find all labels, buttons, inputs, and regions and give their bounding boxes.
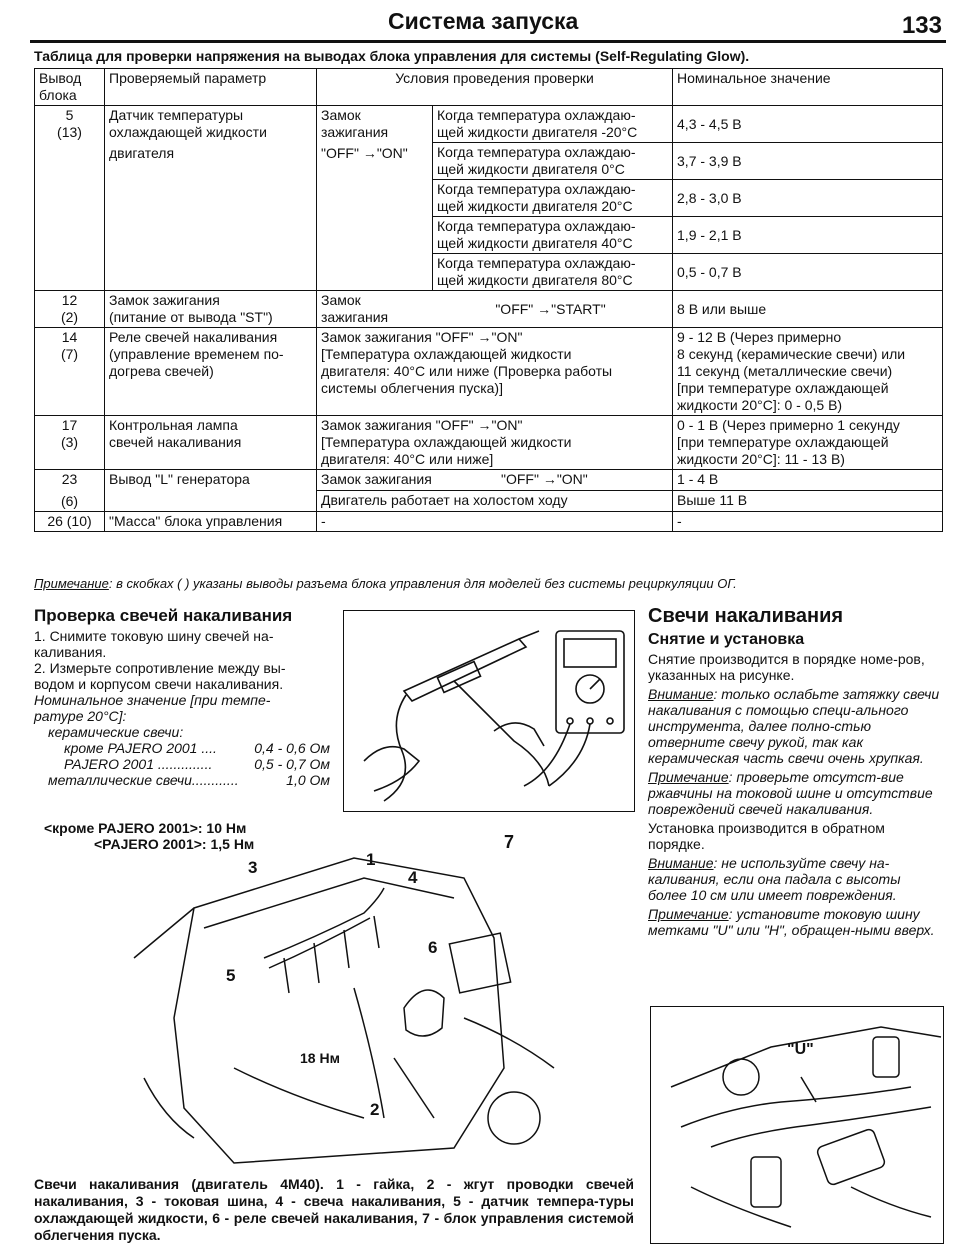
- table-header-row: [35, 69, 943, 106]
- terminal-cell: 26 (10): [35, 512, 105, 532]
- condition-cell: Замок зажигания "OFF" →"ON" [Температура охлаждающей жидкости двигателя: 40°C или ниже]: [317, 416, 673, 470]
- torque-label-standard: <кроме PAJERO 2001>: 10 Нм: [44, 820, 247, 836]
- header-conditions: Условия проведения проверки: [317, 69, 673, 106]
- parameter-cell: "Масса" блока управления: [105, 512, 317, 532]
- value-cell: -: [673, 512, 943, 532]
- condition-cell: Когда температура охлаждаю- щей жидкости двигателя -20°C: [433, 106, 673, 143]
- value-cell: 0 - 1 В (Через примерно 1 секунду [при температуре охлаждающей жидкости 20°C]: 11 - 13 В): [673, 416, 943, 470]
- callout-6: 6: [428, 938, 438, 957]
- engine-drawing: [34, 818, 634, 1172]
- condition-cell: -: [317, 512, 673, 532]
- table-row: [35, 416, 943, 470]
- parameter-cell: Датчик температуры охлаждающей жидкости двигателя: [105, 106, 317, 291]
- glow-plugs-section: Свечи накаливания Снятие и установка Снятие производится в порядке номе-ров, указанных на рисунке. Внимание: только ослабьте затяжку свечи накаливания с помощью специ-ального инструмента, далее полно-стью отверните свечу рукой, так как керамическая часть свечи очень хрупкая. Примечание: проверьте отсутст-вие ржавчины на токовой шине и отсутствие повреждений свечей накаливания. Установка производится в обратном порядке. Внимание: не используйте свечу на-каливания, если она падала с высоты более 10 см или имеет повреждения. Примечание: установите токовую шину метками "U" или "H", обращен-ными вверх.: [648, 608, 942, 941]
- terminal-cell: 5 (13): [35, 106, 105, 291]
- voltage-table: [34, 68, 943, 532]
- multimeter-drawing: [344, 611, 634, 811]
- value-cell: 0,5 - 0,7 В: [673, 254, 943, 291]
- u-marking-label: "U": [787, 1041, 814, 1058]
- engine-figure-caption: Свечи накаливания (двигатель 4M40). 1 - гайка, 2 - жгут проводки свечей накаливания, 3 - токовая шина, 4 - свеча накаливания, 5 - датчик темпера-туры охлаждающей жидкости, 6 - реле свечей накаливания, 7 - блок управления системой облегчения пуска.: [34, 1176, 634, 1243]
- condition-cell: Замок зажигания "OFF" →"START": [317, 291, 673, 328]
- value-cell: 3,7 - 3,9 В: [673, 143, 943, 180]
- table-note: Примечание: в скобках ( ) указаны выводы разъема блока управления для моделей без системы рециркуляции ОГ.: [34, 576, 737, 591]
- header-terminal: Вывод блока: [35, 69, 105, 106]
- callout-2: 2: [370, 1100, 380, 1119]
- value-cell: Выше 11 В: [673, 491, 943, 512]
- condition-cell: Замок зажигания "OFF" →"ON" [Температура охлаждающей жидкости двигателя: 40°C или ниже (Проверка работы системы облегчения пуска)]: [317, 328, 673, 416]
- table-row: [35, 291, 943, 328]
- callout-1: 1: [366, 850, 376, 869]
- terminal-cell: 12 (2): [35, 291, 105, 328]
- terminal-cell: 23 (6): [35, 470, 105, 512]
- page-number: 133: [901, 12, 942, 39]
- callout-7: 7: [504, 832, 515, 852]
- table-row: [35, 470, 943, 491]
- value-cell: 4,3 - 4,5 В: [673, 106, 943, 143]
- engine-illustration: [34, 818, 634, 1172]
- section-subheading: Снятие и установка: [648, 631, 805, 648]
- section-heading: Проверка свечей накаливания: [34, 606, 293, 625]
- parameter-cell: Контрольная лампа свечей накаливания: [105, 416, 317, 470]
- parameter-cell: Замок зажигания (питание от вывода "ST"): [105, 291, 317, 328]
- value-cell: 1,9 - 2,1 В: [673, 217, 943, 254]
- glow-plug-check-section: Проверка свечей накаливания 1. Снимите токовую шину свечей на- каливания. 2. Измерьте сопротивление между вы- водом и корпусом свечи накаливания. Номинальное значение [при темпе- ратуре 20°C]: керамические свечи: кроме PAJERO 2001 .... 0,4 - 0,6 Ом PAJERO 2001 .............. 0,5 - 0,7 Ом металлические свечи............ 1,0 Ом: [34, 606, 330, 788]
- section-heading: Свечи накаливания: [648, 605, 844, 627]
- callout-3: 3: [248, 858, 258, 877]
- table-caption: Таблица для проверки напряжения на выводах блока управления для системы (Self-Regulating Glow).: [34, 48, 750, 64]
- parameter-cell: Вывод "L" генератора: [105, 470, 317, 512]
- value-cell: 8 В или выше: [673, 291, 943, 328]
- note-text: Примечание: установите токовую шину метками "U" или "H", обращен-ными вверх.: [648, 906, 935, 938]
- terminal-cell: 14 (7): [35, 328, 105, 416]
- header-nominal: Номинальное значение: [673, 69, 943, 106]
- condition-cell: Когда температура охлаждаю- щей жидкости двигателя 20°C: [433, 180, 673, 217]
- warning-text: Внимание: только ослабьте затяжку свечи накаливания с помощью специ-ального инструмента, далее полно-стью отверните свечу рукой, так как керамическая часть свечи очень хрупкая.: [648, 686, 940, 766]
- terminal-cell: 17 (3): [35, 416, 105, 470]
- condition-cell: Замок зажигания "OFF" →"ON": [317, 470, 673, 491]
- spec-row: металлические свечи............ 1,0 Ом: [48, 772, 330, 788]
- torque-label-pajero: <PAJERO 2001>: 1,5 Нм: [94, 836, 255, 852]
- condition-cell: Когда температура охлаждаю- щей жидкости двигателя 40°C: [433, 217, 673, 254]
- torque-label-relay: 18 Нм: [300, 1050, 340, 1066]
- page-title: Система запуска: [388, 8, 579, 34]
- callout-4: 4: [408, 868, 418, 887]
- condition-cell: Когда температура охлаждаю- щей жидкости двигателя 80°C: [433, 254, 673, 291]
- condition-cell: Когда температура охлаждаю- щей жидкости двигателя 0°C: [433, 143, 673, 180]
- spec-row: кроме PAJERO 2001 .... 0,4 - 0,6 Ом: [64, 740, 330, 756]
- value-cell: 9 - 12 В (Через примерно 8 секунд (керамические свечи) или 11 секунд (металлические свечи) [при температуре охлаждающей жидкости 20°C]: 0 - 0,5 В): [673, 328, 943, 416]
- page-header: [30, 6, 946, 43]
- table-row: [35, 328, 943, 416]
- header-parameter: Проверяемый параметр: [105, 69, 317, 106]
- table-row: [35, 106, 943, 143]
- callout-5: 5: [226, 966, 236, 985]
- switch-cell: Замок зажигания "OFF" →"ON": [317, 106, 433, 291]
- multimeter-illustration: [343, 610, 635, 812]
- glow-plug-closeup-illustration: [650, 1006, 944, 1244]
- condition-cell: Двигатель работает на холостом ходу: [317, 491, 673, 512]
- spec-row: PAJERO 2001 .............. 0,5 - 0,7 Ом: [64, 756, 330, 772]
- value-cell: 1 - 4 В: [673, 470, 943, 491]
- table-row: [35, 512, 943, 532]
- note-text: Примечание: проверьте отсутст-вие ржавчины на токовой шине и отсутствие повреждений свечей накаливания.: [648, 769, 933, 817]
- warning-text: Внимание: не используйте свечу на-каливания, если она падала с высоты более 10 см или имеет повреждения.: [648, 855, 901, 903]
- value-cell: 2,8 - 3,0 В: [673, 180, 943, 217]
- parameter-cell: Реле свечей накаливания (управление временем по- догрева свечей): [105, 328, 317, 416]
